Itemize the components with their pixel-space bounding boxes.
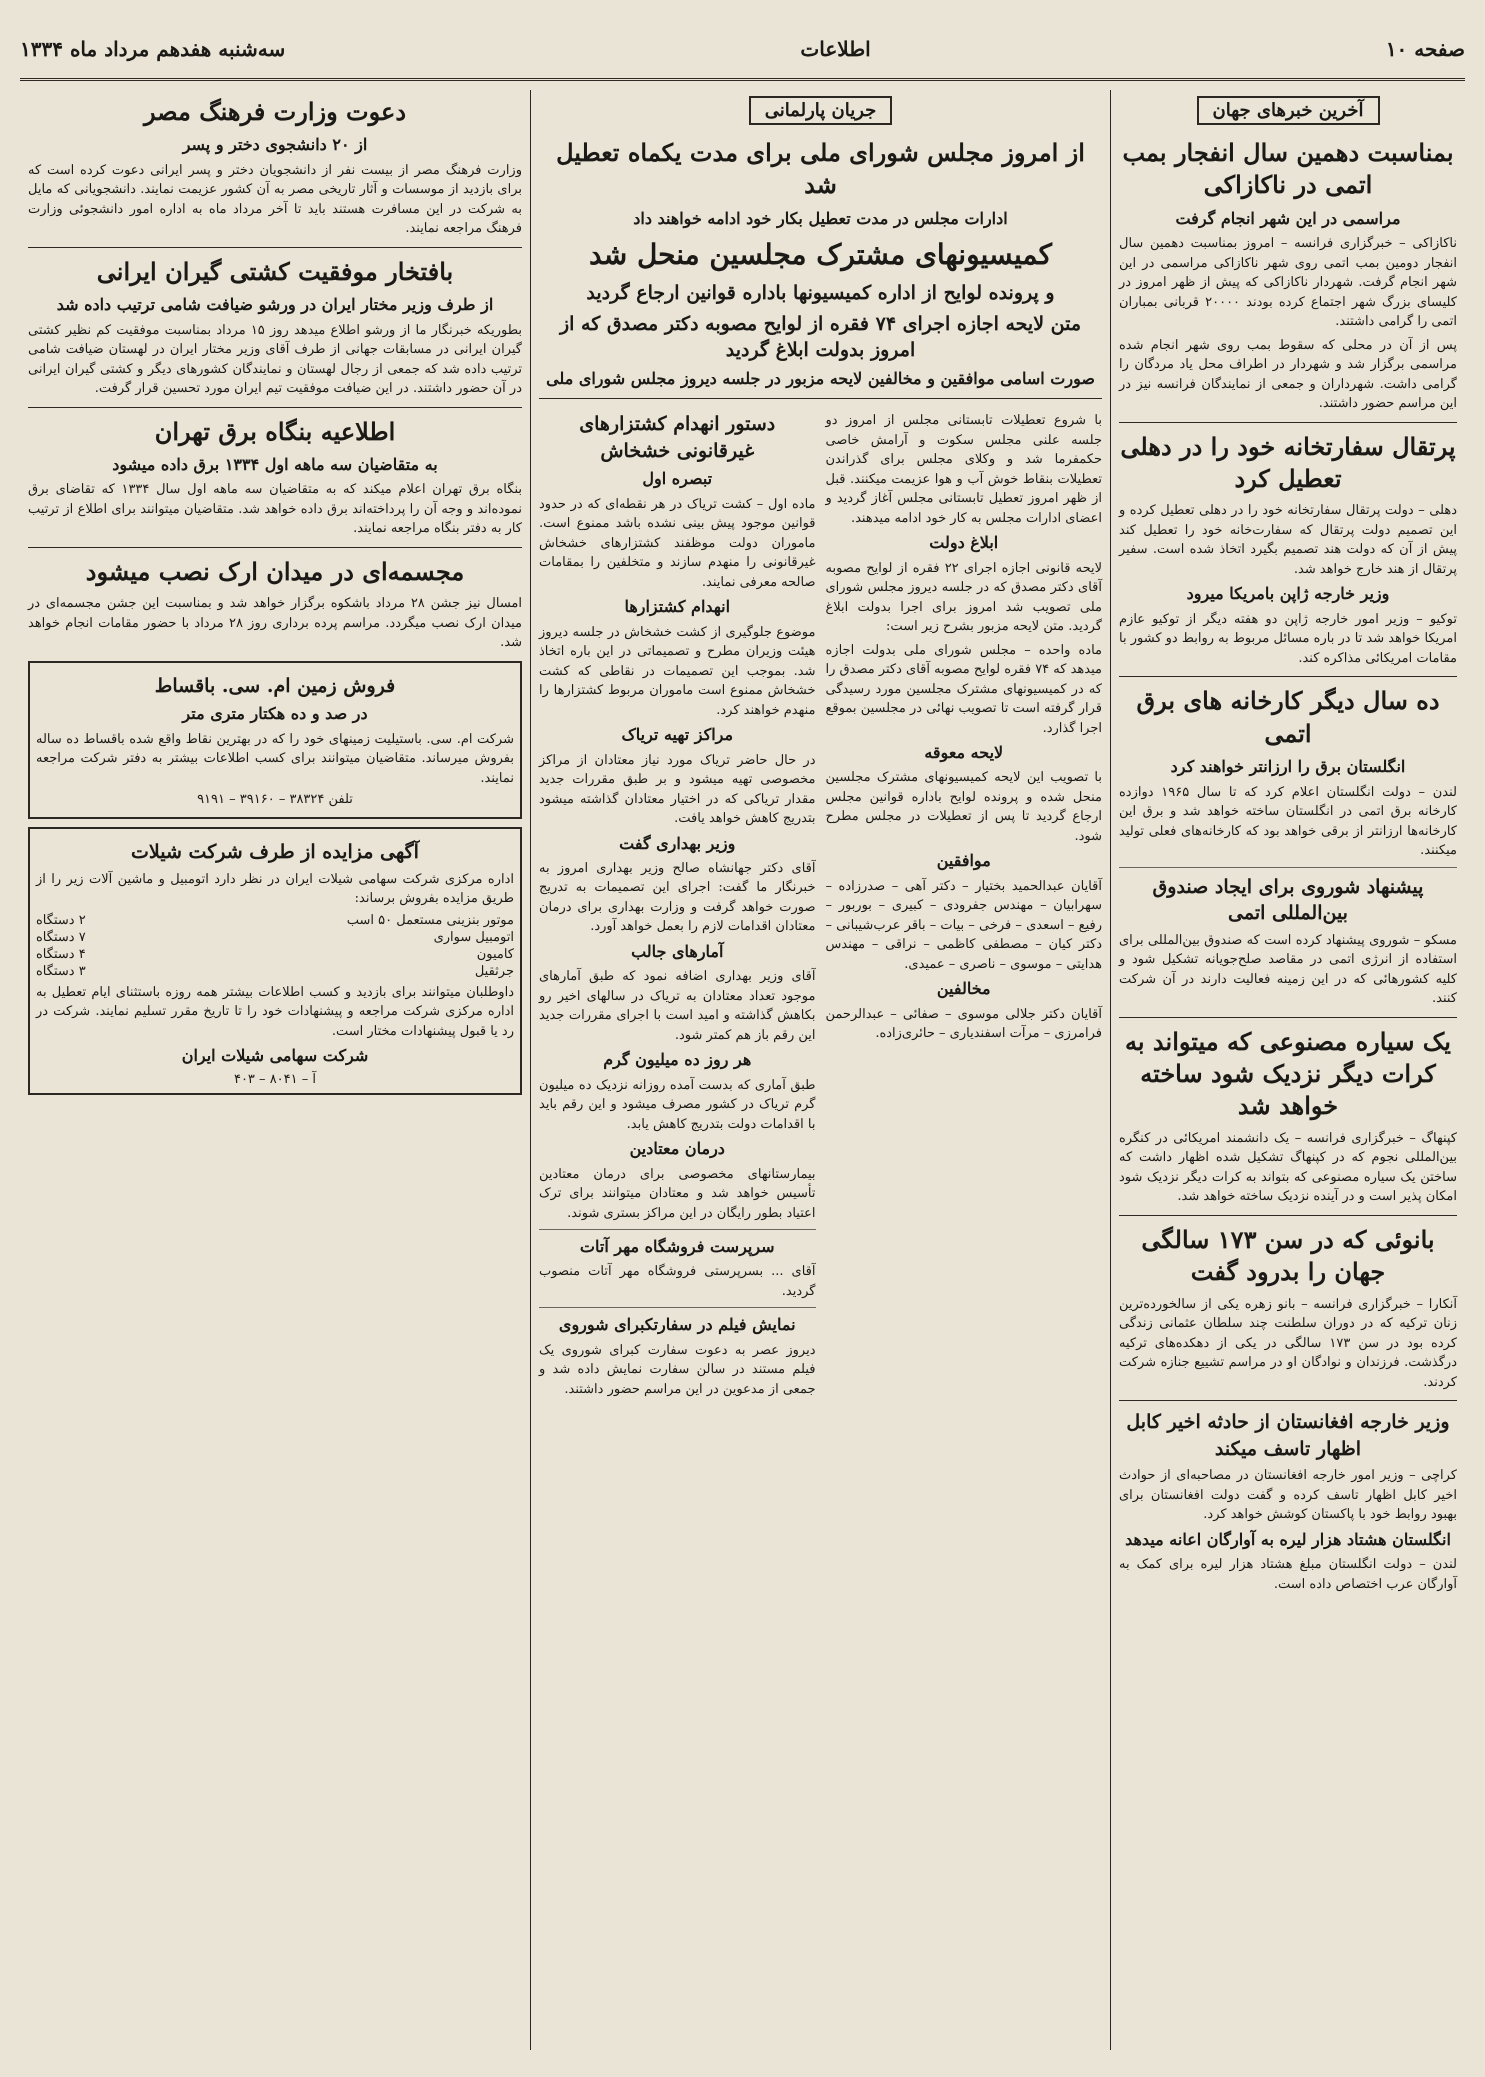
government-notice-text: لایحه قانونی اجازه اجرای ۲۲ فقره از لوایح مصوبه آقای دکتر مصدق که در جلسه دیروز مجلس شورای ملی تصویب شد امروز برای اجرا بدولت ابلاغ گردید. متن لایحه مزبور بشرح زیر است: — [825, 560, 1102, 635]
auction-item-row — [36, 947, 514, 962]
auction-item-qty: ۳ دستگاه — [36, 963, 86, 979]
auction-item-row — [36, 930, 514, 945]
land-sale-subhead: در صد و ده هکتار متری متر — [182, 704, 368, 724]
nagasaki-text-2: پس از آن در محلی که سقوط بمب روی شهر انجام شده مراسمی برگزار شد و شهردار در اطراف محل یاد مردگان را گرامی داشت. شهرداران و جمعی از نمایندگان فرانسه نیز در این مراسم حضور داشتند. — [1119, 337, 1457, 412]
auction-item-row — [36, 964, 514, 979]
majlis-recess-headline: از امروز مجلس شورای ملی برای مدت یکماه تعطیل شد — [556, 138, 1085, 200]
nagasaki-headline: بمناسبت دهمین سال انفجار بمب اتمی در ناکازاکی — [1122, 138, 1454, 200]
land-sale-ad — [28, 661, 522, 819]
auction-item-qty: ۷ دستگاه — [36, 929, 86, 945]
opponents-text: آقایان دکتر جلالی موسوی – صفائی – عبدالرحمن فرامرزی – مرآت اسفندیاری – حائری‌زاده. — [825, 1006, 1102, 1042]
supporters-subhead: موافقین — [936, 851, 991, 871]
auction-item-list — [36, 913, 514, 979]
auction-item-name: اتومبیل سواری — [433, 929, 514, 945]
store-manager-text: آقای ... بسرپرستی فروشگاه مهر آتات منصوب گردید. — [539, 1264, 816, 1299]
portugal-headline: پرتقال سفارتخانه خود را در دهلی تعطیل کرد — [1120, 431, 1456, 494]
supporters-text: آقایان عبدالحمید بختیار – دکتر آهی – صدرزاده – سهرابیان – مهندس جفرودی – کبیری – بوربور – رفیع – اسعدی – فرخی – بیات – باقر عرب‌شیبانی – دکتر کیان – مصطفی کاظمی – نراقی – مهندس هدایتی – موسوی – ناصری – عمیدی. — [825, 878, 1102, 972]
egypt-invitation-headline: دعوت وزارت فرهنگ مصر — [143, 97, 407, 126]
statue-headline: مجسمه‌ای در میدان ارک نصب میشود — [85, 556, 465, 586]
bill-article-text: ماده واحده – مجلس شورای ملی بدولت اجازه میدهد که ۷۴ فقره لوایح مصوبه آقای دکتر مصدق را که در کمیسیونهای مشترک مجلسین مورد رسیدگی قرار گرفته است تا تصویب نهائی در مجلسین بموقع اجرا گذارد. — [825, 642, 1102, 736]
afghan-minister-headline: وزیر خارجه افغانستان از حادثه اخیر کابل اظهار تاسف میکند — [1126, 1411, 1450, 1460]
majlis-recess-subhead: ادارات مجلس در مدت تعطیل بکار خود ادامه خواهند داد — [633, 208, 1008, 228]
world-news-kicker: آخرین خبرهای جهان — [1197, 96, 1380, 125]
recess-text: با شروع تعطیلات تابستانی مجلس از امروز دو جلسه علنی مجلس سکوت و آرامش خاصی حکمفرما شد و وکلای مجلس برای گذراندن تعطیلات بنقاط خوش آب و هوا عزیمت میکنند. قبل از ظهر امروز تعطیل تابستانی مجلس آغاز گردید و اعضای ادارات مجلس به کار خود ادامه میدهند. — [825, 413, 1102, 526]
soviet-film-subhead: نمایش فیلم در سفارتکبرای شوروی — [558, 1315, 796, 1335]
statistics-text: آقای وزیر بهداری اضافه نمود که طبق آمارهای موجود تعداد معتادان به تریاک در سالهای اخیر رو بکاهش گذاشته و امید است با اجرای مقررات جدید این رقم باز هم کمتر شود. — [539, 969, 816, 1043]
health-minister-subhead: وزیر بهداری گفت — [619, 833, 736, 853]
store-manager-subhead: سرپرست فروشگاه مهر آتات — [579, 1237, 775, 1257]
nagasaki-text: ناکازاکی – خبرگزاری فرانسه – امروز بمناسبت دهمین سال انفجار دومین بمب اتمی روی شهر ناکازاکی مراسمی در این شهر انجام گرفت. شهردار ناکازاکی که پیش از ظهر امروز در کلیسای بزرگ شهر اجتماع کرده بودند ۲۰۰۰۰ قربانی بمباران اتمی را گرامی داشتند. — [1119, 236, 1458, 330]
daily-grams-subhead: هر روز ده میلیون گرم — [603, 1050, 752, 1070]
satellite-text: کپنهاگ – خبرگزاری فرانسه – یک دانشمند امریکائی در کنگره بین‌المللی نجوم که در کپنهاگ تشکیل شده اظهار داشت که ساختن یک سیاره مصنوعی که بتواند به کرات دیگر نزدیک شود امکان پذیر است و در آینده نزدیک ساخته خواهد شد. — [1119, 1130, 1457, 1205]
electricity-text: بنگاه برق تهران اعلام میکند که به متقاضیان سه ماهه اول سال ۱۳۳۴ که تقاضای برق نموده‌اند و وجه آن را پرداخته‌اند برق داده خواهد شد. متقاضیان میتوانند برای اطلاع از ترتیب کار به دفتر بنگاه مراجعه نمایند. — [28, 482, 522, 537]
soviet-fund-text: مسکو – شوروی پیشنهاد کرده است که صندوق بین‌المللی برای استفاده از انرژی اتمی در مقاصد صلح‌جویانه تشکیل شود و کلیه کشورهائی که در این زمینه فعالیت دارند در آن شرکت کنند. — [1119, 932, 1457, 1007]
portugal-text: دهلی – دولت پرتقال سفارتخانه خود را در دهلی تعطیل کرده و این تصمیم دولت پرتقال که سفارت‌خانه خود را تعطیل کند پیش از آن که دولت هند تصمیم بگیرد اتخاذ شده است. سفیر پرتقال از هند خارج خواهد شد. — [1119, 503, 1457, 577]
japan-subhead: وزیر خارجه ژاپن بامریکا میرود — [1186, 584, 1390, 604]
nagasaki-subhead: مراسمی در این شهر انجام گرفت — [1175, 208, 1401, 228]
destruction-text: موضوع جلوگیری از کشت خشخاش در جلسه دیروز هیئت وزیران مطرح و تصمیماتی در این باره اتخاذ شد. بموجب این تصمیمات در نقاطی که کشت خشخاش ممنوع است ماموران مربوط کشتزارها را منهدم خواهند کرد. — [539, 624, 816, 718]
pending-bill-subhead: لایحه معوقه — [924, 743, 1004, 763]
land-sale-text: شرکت ام. سی. باستیلیت زمینهای خود را که در بهترین نقاط واقع شده باقساط ده ساله بفروش میرساند. متقاضیان میتوانند برای کسب اطلاعات بیشتر به دفتر شرکت مراجعه نمایند. — [36, 731, 514, 786]
masthead — [20, 20, 1465, 81]
health-minister-text: آقای دکتر جهانشاه صالح وزیر بهداری امروز به خبرنگار ما گفت: اجرای این تصمیمات به تدریج صورت خواهد گرفت و وزارت بهداری برای درمان معتادان اقدامات لازم را بعمل خواهد آورد. — [539, 860, 816, 935]
parliament-column — [530, 90, 1110, 2050]
parliament-subcolumn — [826, 407, 1103, 1403]
electricity-headline: اطلاعیه بنگاه برق تهران — [154, 416, 396, 446]
soviet-film-text: دیروز عصر به دعوت سفارت کبرای شوروی یک فیلم مستند در سالن سفارت نمایش داده شد و جمعی از مدعوین در این مراسم حضور داشتند. — [539, 1342, 816, 1397]
statistics-subhead: آمارهای جالب — [631, 941, 724, 961]
pending-bill-text: با تصویب این لایحه کمیسیونهای مشترک مجلسین منحل شده و پرونده لوایح باداره قوانین مجلس ارجاع گردید تا پس از تعطیلات در مجلس مطرح شود. — [825, 770, 1102, 844]
land-sale-phone: تلفن ۳۸۳۲۴ – ۳۹۱۶۰ – ۹۱۹۱ — [197, 792, 353, 808]
daily-grams-text: طبق آماری که بدست آمده روزانه نزدیک ده میلیون گرم تریاک در کشور مصرف میشود و این رقم باید با اقدامات دولت بتدریج کاهش یابد. — [539, 1077, 816, 1132]
old-woman-text: آنکارا – خبرگزاری فرانسه – بانو زهره یکی از سالخورده‌ترین زنان ترکیه که در دوران سلطنت چند سلطان عثمانی زندگی کرده بود در سن ۱۷۳ سالگی در یکی از دهکده‌های ترکیه درگذشت. فرزندان و نوادگان او در مراسم تشییع جنازه شرکت کردند. — [1119, 1296, 1457, 1390]
fisheries-signature: شرکت سهامی شیلات ایران — [181, 1046, 369, 1066]
japan-text: توکیو – وزیر امور خارجه ژاپن دو هفته دیگر از توکیو عازم امریکا خواهد شد تا در باره مسائل مربوط به روابط دو کشور با مقامات امریکائی مذاکره کند. — [1119, 611, 1457, 666]
soviet-fund-headline: پیشنهاد شوروی برای ایجاد صندوق بین‌المللی اتمی — [1152, 875, 1424, 925]
treatment-subhead: درمان معتادین — [629, 1139, 725, 1159]
opium-text: ماده اول – کشت تریاک در هر نقطه‌ای که در حدود قوانین موجود پیش بینی نشده باشد ممنوع است. ماموران دولت موظفند کشتزارهای خشخاش غیرقانونی را منهدم سازند و متخلفین را بمقامات صالحه معرفی نمایند. — [539, 496, 816, 590]
opium-centers-text: در حال حاضر تریاک مورد نیاز معتادان از مراکز مخصوصی تهیه میشود و بر طبق مقررات جدید مقدار تریاکی که در اختیار معتادان گذاشته میشود بتدریج کاهش خواهد یافت. — [539, 752, 816, 826]
mosaddegh-bills-headline: متن لایحه اجازه اجرای ۷۴ فقره از لوایح مصوبه دکتر مصدق که از امروز بدولت ابلاغ گردید — [559, 312, 1082, 362]
atomic-plants-text: لندن – دولت انگلستان اعلام کرد که تا سال ۱۹۶۵ دوازده کارخانه برق اتمی در انگلستان ساخته خواهد شد و برق این کارخانه‌ها ارزانتر از برقی خواهد بود که کارخانه‌های فعلی تولید میکنند. — [1119, 784, 1457, 859]
statue-text: امسال نیز جشن ۲۸ مرداد باشکوه برگزار خواهد شد و بمناسبت این جشن مجسمه‌ای در میدان ارک نصب میگردد. مراسم پرده برداری روز ۲۸ مرداد با حضور مقامات انجام خواهد شد. — [28, 596, 522, 651]
ad-code: آ – ۸۰۴۱ – ۴۰۳ — [233, 1071, 317, 1087]
auction-item-row — [36, 913, 514, 928]
newspaper-title: اطلاعات — [800, 37, 871, 61]
egypt-invitation-subhead: از ۲۰ دانشجوی دختر و پسر — [182, 135, 368, 155]
commissions-headline: کمیسیونهای مشترک مجلسین منحل شد — [589, 238, 1052, 272]
fisheries-auction-text: اداره مرکزی شرکت سهامی شیلات ایران در نظر دارد اتومبیل و ماشین آلات زیر را از طریق مزایده بفروش برساند: — [36, 871, 514, 907]
government-notice-subhead: ابلاغ دولت — [929, 533, 999, 553]
wrestlers-headline: بافتخار موفقیت کشتی گیران ایرانی — [96, 256, 454, 286]
treatment-text: بیمارستانهای مخصوصی برای درمان معتادین تأسیس خواهد شد و معتادان میتوانند برای ترک اعتیاد بطور رایگان در این مراکز بستری شوند. — [539, 1166, 816, 1221]
atomic-plants-headline: ده سال دیگر کارخانه های برق اتمی — [1136, 686, 1440, 748]
auction-item-name: جرثقیل — [474, 963, 514, 979]
england-aid-text: لندن – دولت انگلستان مبلغ هشتاد هزار لیره برای کمک به آوارگان عرب اختصاص داده است. — [1119, 1557, 1457, 1592]
auction-item-qty: ۲ دستگاه — [36, 912, 86, 928]
satellite-headline: یک سیاره مصنوعی که میتواند به کرات دیگر نزدیک شود ساخته خواهد شد — [1125, 1026, 1451, 1121]
commissions-subhead: و پرونده لوایح از اداره کمیسیونها باداره قوانین ارجاع گردید — [586, 281, 1055, 304]
atomic-plants-subhead: انگلستان برق را ارزانتر خواهند کرد — [1170, 757, 1406, 777]
opium-subhead: تبصره اول — [642, 469, 713, 489]
page-number: صفحه ۱۰ — [1385, 37, 1465, 61]
fisheries-auction-text-2: داوطلبان میتوانند برای بازدید و کسب اطلاعات بیشتر همه روزه باستثنای ایام تعطیل به اداره مرکزی شرکت مراجعه و پیشنهادات خود را تا تاریخ مقرر تسلیم نمایند. شرکت در رد یا قبول پیشنهادات مختار است. — [36, 984, 514, 1039]
world-news-column — [1110, 90, 1465, 2050]
mosaddegh-bills-subhead: صورت اسامی موافقین و مخالفین لایحه مزبور در جلسه دیروز مجلس شورای ملی — [546, 368, 1095, 388]
old-woman-headline: بانوئی که در سن ۱۷۳ سالگی جهان را بدرود گفت — [1141, 1224, 1435, 1287]
parliament-kicker: جریان پارلمانی — [749, 96, 893, 125]
afghan-minister-text: کراچی – وزیر امور خارجه افغانستان در مصاحبه‌ای از حوادث اخیر کابل اظهار تاسف کرده و گفت دولت افغانستان برای بهبود روابط خود با پاکستان کوشش خواهد کرد. — [1119, 1468, 1457, 1523]
fisheries-auction-ad — [28, 827, 522, 1094]
auction-item-name: کامیون — [476, 946, 514, 962]
wrestlers-subhead: از طرف وزیر مختار ایران در ورشو ضیافت شامی ترتیب داده شد — [56, 295, 494, 315]
issue-date: سه‌شنبه هفدهم مرداد ماه ۱۳۳۴ — [20, 37, 286, 61]
wrestlers-text: بطوریکه خبرنگار ما از ورشو اطلاع میدهد روز ۱۵ مرداد بمناسبت موفقیت کم نظیر کشتی گیران ایرانی در مسابقات جهانی از طرف آقای وزیر مختار ایران در لهستان ضیافت شامی ترتیب داده شد که جمعی از رجال لهستان و نمایندگان کشورهای دیگر و کشتی گیران ایرانی در آن حضور داشتند. در این ضیافت موفقیت تیم ایران مورد تحسین قرار گرفت. — [28, 322, 522, 397]
destruction-subhead: انهدام کشتزارها — [624, 597, 731, 617]
england-aid-subhead: انگلستان هشتاد هزار لیره به آوارگان اعانه میدهد — [1125, 1529, 1451, 1549]
opium-centers-subhead: مراکز تهیه تریاک — [621, 725, 734, 745]
land-sale-headline: فروش زمین ام. سی. باقساط — [154, 674, 396, 697]
auction-item-qty: ۴ دستگاه — [36, 946, 86, 962]
opium-subcolumn — [539, 407, 816, 1403]
egypt-invitation-text: وزارت فرهنگ مصر از بیست نفر از دانشجویان دختر و پسر ایرانی دعوت کرده است که برای بازدید از موسسات و آثار تاریخی مصر به آن کشور عزیمت نمایند. دانشجویانی که مایل به شرکت در این مسافرت هستند باید تا آخر مرداد ماه به اداره امور دانشجوئی وزارت فرهنگ مراجعه نمایند. — [28, 162, 522, 237]
fisheries-auction-headline: آگهی مزایده از طرف شرکت شیلات — [131, 841, 419, 864]
electricity-subhead: به متقاضیان سه ماهه اول ۱۳۳۴ برق داده میشود — [112, 454, 438, 474]
domestic-column — [20, 90, 530, 2050]
opponents-subhead: مخالفین — [936, 979, 991, 999]
opium-headline: دستور انهدام کشتزارهای غیرقانونی خشخاش — [579, 413, 776, 462]
auction-item-name: موتور بنزینی مستعمل ۵۰ اسب — [346, 912, 514, 928]
newspaper-page — [20, 20, 1465, 2060]
